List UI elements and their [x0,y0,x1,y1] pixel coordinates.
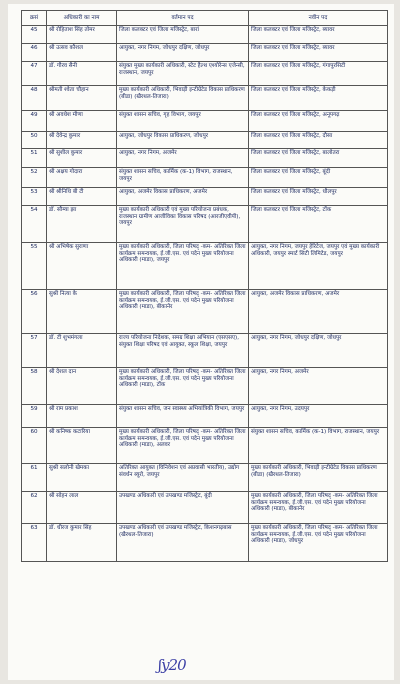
officer-name-cell: डॉ. धीरज कुमार सिंह [47,524,117,562]
new-post-cell: आयुक्त, नगर निगम, अजमेर [249,368,388,405]
serial-cell: 62 [22,492,47,524]
officer-name-cell: डॉ. गौरव सैनी [47,62,117,86]
officer-name-cell: श्री अभिषेक सुराणा [47,243,117,290]
serial-cell: 52 [22,168,47,188]
table-row [22,188,388,206]
current-post-cell: मुख्य कार्यकारी अधिकारी, जिला परिषद् -कम- अतिरिक्त जिला कार्यक्रम समन्वयक, ई.जी.एस. एवं पदेन मुख्य परियोजना अधिकारी (माडा), अलवर [117,428,249,464]
officer-name-cell: श्रीमती श्वेता चौहान [47,86,117,111]
current-post-cell: मुख्य कार्यकारी अधिकारी, जिला परिषद् -कम- अतिरिक्त जिला कार्यक्रम समन्वयक, ई.जी.एस. एवं पदेन मुख्य परियोजना अधिकारी (माडा), जयपुर [117,243,249,290]
serial-cell: 53 [22,188,47,206]
table-row [22,86,388,111]
table-row [22,243,388,290]
new-post-cell: आयुक्त, नगर निगम, जोधपुर दक्षिण, जोधपुर [249,334,388,368]
new-post-cell: जिला कलक्टर एवं जिला मजिस्ट्रेट, बालोतरा [249,149,388,168]
new-post-cell: जिला कलक्टर एवं जिला मजिस्ट्रेट, धौलपुर [249,188,388,206]
serial-cell: 45 [22,26,47,44]
new-post-cell: आयुक्त, नगर निगम, जयपुर हेरिटेज, जयपुर एवं मुख्य कार्यकारी अधिकारी, जयपुर स्मार्ट सिटी लिमिटेड, जयपुर [249,243,388,290]
current-post-cell: आयुक्त, जोधपुर विकास प्राधिकरण, जोधपुर [117,132,249,149]
table-row [22,428,388,464]
table-row [22,492,388,524]
current-post-cell: जिला कलक्टर एवं जिला मजिस्ट्रेट, बारां [117,26,249,44]
officer-name-cell: श्री सोहन लाल [47,492,117,524]
new-post-cell: जिला कलक्टर एवं जिला मजिस्ट्रेट, दौसा [249,132,388,149]
serial-cell: 46 [22,44,47,62]
header-serial: क्रसं [22,11,47,26]
document-page [8,4,394,680]
officer-name-cell: सुश्री सलोनी खेमका [47,464,117,492]
current-post-cell: उपखण्ड अधिकारी एवं उपखण्ड मजिस्ट्रेट, बूंदी [117,492,249,524]
serial-cell: 50 [22,132,47,149]
officer-name-cell: श्री सुशील कुमार [47,149,117,168]
serial-cell: 57 [22,334,47,368]
new-post-cell: मुख्य कार्यकारी अधिकारी, जिला परिषद् -कम- अतिरिक्त जिला कार्यक्रम समन्वयक, ई.जी.एस. एवं पदेन मुख्य परियोजना अधिकारी (माडा), बीकानेर [249,492,388,524]
serial-cell: 49 [22,111,47,132]
table-row [22,111,388,132]
header-officer-name: अधिकारी का नाम [47,11,117,26]
table-row [22,62,388,86]
new-post-cell: संयुक्त शासन सचिव, कार्मिक (क-1) विभाग, राजस्थान, जयपुर [249,428,388,464]
table-header-row [22,11,388,26]
new-post-cell: जिला कलक्टर एवं जिला मजिस्ट्रेट, ब्यावर [249,44,388,62]
new-post-cell: जिला कलक्टर एवं जिला मजिस्ट्रेट, अनूपगढ़ [249,111,388,132]
new-post-cell: मुख्य कार्यकारी अधिकारी, भिवाड़ी इन्टीग्रेटेड विकास प्राधिकरण (बीडा) (खैरथल-तिजारा) [249,464,388,492]
officer-name-cell: श्री अवधेश मीणा [47,111,117,132]
current-post-cell: संयुक्त शासन सचिव, कार्मिक (क-1) विभाग, राजस्थान, जयपुर [117,168,249,188]
current-post-cell: संयुक्त मुख्य कार्यकारी अधिकारी, स्टेट हैल्थ एश्योरेन्स एजेन्सी, राजस्थान, जयपुर [117,62,249,86]
table-row [22,132,388,149]
serial-cell: 60 [22,428,47,464]
current-post-cell: आयुक्त, नगर निगम, जोधपुर दक्षिण, जोधपुर [117,44,249,62]
table-row [22,206,388,243]
serial-cell: 61 [22,464,47,492]
table-row [22,168,388,188]
current-post-cell: मुख्य कार्यकारी अधिकारी एवं मुख्य परियोजना प्रबंधक, राजस्थान ग्रामीण आजीविका विकास परिषद (आरजीएवीपी), जयपुर [117,206,249,243]
serial-cell: 54 [22,206,47,243]
current-post-cell: संयुक्त शासन सचिव, गृह विभाग, जयपुर [117,111,249,132]
table-row [22,26,388,44]
table-row [22,464,388,492]
handwritten-signature: ʃy20 [158,656,186,674]
new-post-cell: जिला कलक्टर एवं जिला मजिस्ट्रेट, ब्यावर [249,26,388,44]
serial-cell: 51 [22,149,47,168]
new-post-cell: जिला कलक्टर एवं जिला मजिस्ट्रेट, केकड़ी [249,86,388,111]
officer-name-cell: सुश्री नित्या के [47,290,117,334]
new-post-cell: जिला कलक्टर एवं जिला मजिस्ट्रेट, गंगापुरसिटी [249,62,388,86]
new-post-cell: जिला कलक्टर एवं जिला मजिस्ट्रेट, बूंदी [249,168,388,188]
table-row [22,524,388,562]
current-post-cell: मुख्य कार्यकारी अधिकारी, भिवाड़ी इन्टीग्रेटेड विकास प्राधिकरण (बीडा) (खैरथल-तिजारा) [117,86,249,111]
officer-name-cell: श्री देशल दान [47,368,117,405]
current-post-cell: आयुक्त, अजमेर विकास प्राधिकरण, अजमेर [117,188,249,206]
new-post-cell: आयुक्त, अजमेर विकास प्राधिकरण, अजमेर [249,290,388,334]
current-post-cell: राज्य परियोजना निदेशक, समग्र शिक्षा अभियान (एसएसए), संयुक्त शिक्षा परिषद एवं आयुक्त, स्कूल शिक्षा, जयपुर [117,334,249,368]
table-row [22,405,388,428]
officer-name-cell: श्री उत्सव कौशल [47,44,117,62]
serial-cell: 47 [22,62,47,86]
transfer-table [21,10,388,562]
new-post-cell: आयुक्त, नगर निगम, उदयपुर [249,405,388,428]
serial-cell: 63 [22,524,47,562]
current-post-cell: मुख्य कार्यकारी अधिकारी, जिला परिषद् -कम- अतिरिक्त जिला कार्यक्रम समन्वयक, ई.जी.एस. एवं पदेन मुख्य परियोजना अधिकारी (माडा), टोंक [117,368,249,405]
current-post-cell: उपखण्ड अधिकारी एवं उपखण्ड मजिस्ट्रेट, किशनगढ़बास (खैरथल-तिजारा) [117,524,249,562]
officer-name-cell: श्री अक्षय गोदारा [47,168,117,188]
officer-name-cell: डॉ. टी शुभमंगला [47,334,117,368]
current-post-cell: आयुक्त, नगर निगम, अजमेर [117,149,249,168]
serial-cell: 48 [22,86,47,111]
serial-cell: 55 [22,243,47,290]
current-post-cell: मुख्य कार्यकारी अधिकारी, जिला परिषद् -कम- अतिरिक्त जिला कार्यक्रम समन्वयक, ई.जी.एस. एवं पदेन मुख्य परियोजना अधिकारी (माडा), बीकानेर [117,290,249,334]
current-post-cell: अतिरिक्त आयुक्त (विनिवेशन एवं अप्रवासी भारतीय), उद्योग संवर्धन ब्यूरो, जयपुर [117,464,249,492]
officer-name-cell: श्री श्रीनिधि बी टी [47,188,117,206]
serial-cell: 56 [22,290,47,334]
table-row [22,149,388,168]
serial-cell: 59 [22,405,47,428]
current-post-cell: संयुक्त शासन सचिव, जन स्वास्थ्य अभियांत्रिकी विभाग, जयपुर [117,405,249,428]
officer-name-cell: श्री रोहिताश सिंह तोमर [47,26,117,44]
table-row [22,44,388,62]
new-post-cell: जिला कलक्टर एवं जिला मजिस्ट्रेट, टोंक [249,206,388,243]
new-post-cell: मुख्य कार्यकारी अधिकारी, जिला परिषद् -कम- अतिरिक्त जिला कार्यक्रम समन्वयक, ई.जी.एस. एवं पदेन मुख्य परियोजना अधिकारी (माडा), जोधपुर [249,524,388,562]
serial-cell: 58 [22,368,47,405]
officer-name-cell: श्री राम प्रकाश [47,405,117,428]
officer-name-cell: श्री कनिष्क कटारिया [47,428,117,464]
table-row [22,368,388,405]
officer-name-cell: डॉ. सौम्या झा [47,206,117,243]
officer-name-cell: श्री देवेन्द्र कुमार [47,132,117,149]
header-new-post: नवीन पद [249,11,388,26]
table-row [22,334,388,368]
header-current-post: वर्तमान पद [117,11,249,26]
table-row [22,290,388,334]
